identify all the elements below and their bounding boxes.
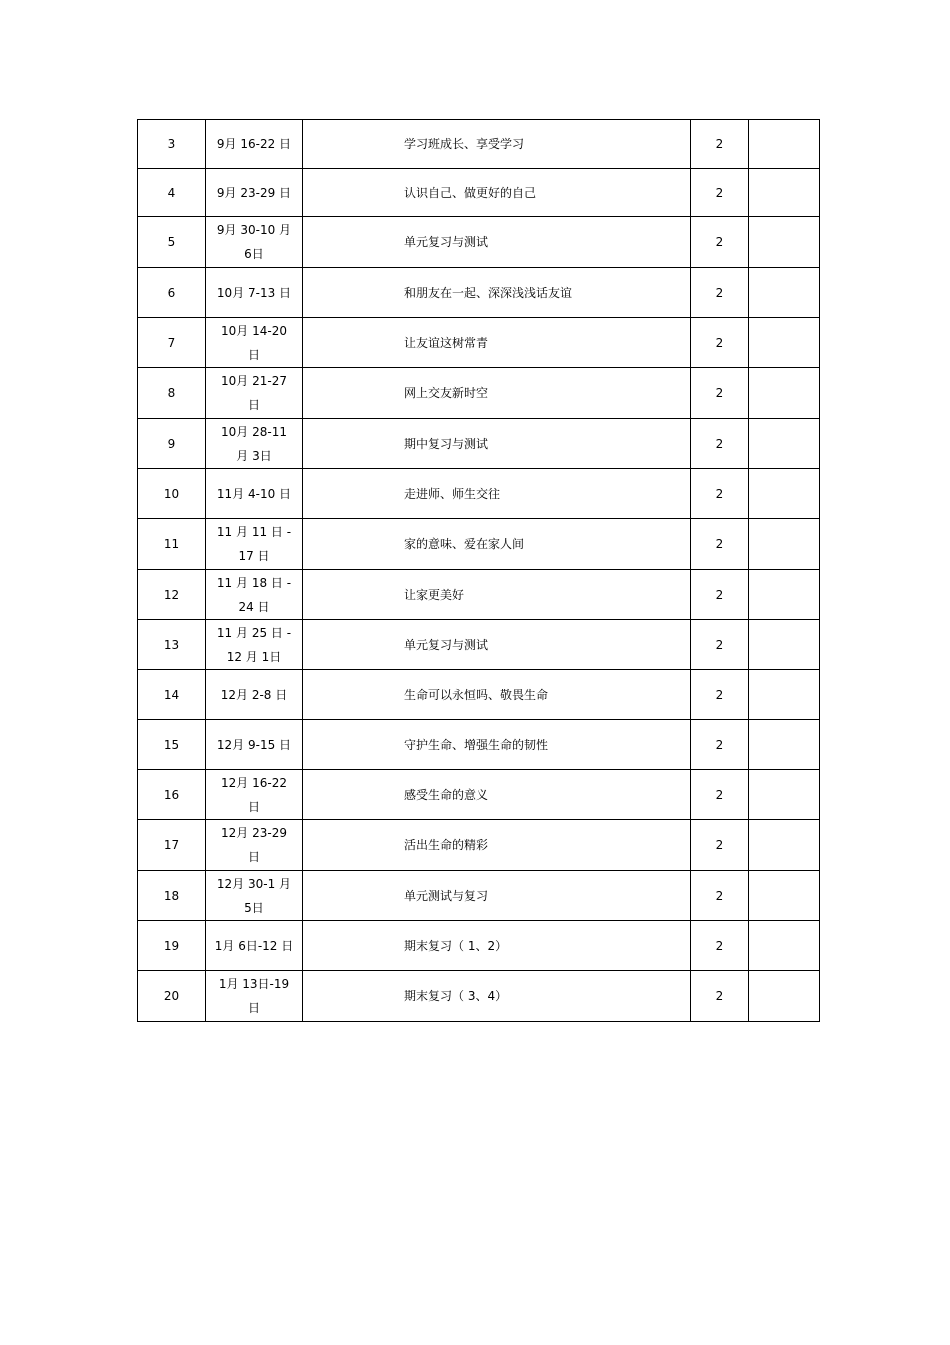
date-range-text: 10月 7-13 日 — [216, 285, 292, 300]
date-range-text: 11 月 25 日 -12 月 1日 — [216, 625, 292, 664]
remarks-cell — [749, 770, 820, 820]
remarks-cell — [749, 620, 820, 670]
remarks-cell — [749, 318, 820, 368]
date-range-cell — [206, 217, 303, 268]
date-range-text: 11 月 18 日 -24 日 — [216, 575, 292, 614]
lesson-topic-cell: 单元测试与复习 — [303, 871, 691, 921]
remarks-cell — [749, 519, 820, 570]
remarks-cell — [749, 670, 820, 720]
remarks-cell — [749, 720, 820, 770]
class-hours-cell: 2 — [691, 670, 749, 720]
date-range-text: 11 月 11 日 -17 日 — [216, 525, 292, 563]
date-range-cell — [206, 519, 303, 570]
class-hours-cell: 2 — [691, 419, 749, 469]
lesson-topic-cell: 单元复习与测试 — [303, 620, 691, 670]
table-row — [138, 620, 820, 670]
lesson-topic-cell: 守护生命、增强生命的韧性 — [303, 720, 691, 770]
table-row — [138, 570, 820, 620]
schedule-body — [138, 120, 820, 1022]
lesson-topic-cell: 感受生命的意义 — [303, 770, 691, 820]
date-range-cell — [206, 770, 303, 820]
lesson-topic-cell: 单元复习与测试 — [303, 217, 691, 268]
table-row — [138, 519, 820, 570]
date-range-text: 1月 6日-12 日 — [214, 938, 294, 953]
table-row — [138, 368, 820, 419]
remarks-cell — [749, 368, 820, 419]
table-row — [138, 820, 820, 871]
date-range-text: 10月 21-27 日 — [221, 374, 287, 412]
remarks-cell — [749, 217, 820, 268]
date-range-cell — [206, 469, 303, 519]
week-number-cell: 20 — [138, 971, 206, 1022]
class-hours-cell: 2 — [691, 921, 749, 971]
week-number-cell: 9 — [138, 419, 206, 469]
table-row — [138, 169, 820, 217]
lesson-topic-cell: 活出生命的精彩 — [303, 820, 691, 871]
date-range-cell — [206, 820, 303, 871]
lesson-topic-cell: 学习班成长、享受学习 — [303, 120, 691, 169]
class-hours-cell: 2 — [691, 720, 749, 770]
class-hours-cell: 2 — [691, 971, 749, 1022]
week-number-cell: 14 — [138, 670, 206, 720]
remarks-cell — [749, 921, 820, 971]
class-hours-cell: 2 — [691, 570, 749, 620]
date-range-text: 12月 30-1 月 5日 — [216, 876, 292, 915]
remarks-cell — [749, 820, 820, 871]
date-range-text: 1月 13日-19 日 — [218, 977, 290, 1015]
remarks-cell — [749, 570, 820, 620]
date-range-text: 9月 30-10 月 6日 — [216, 223, 292, 261]
week-number-cell: 8 — [138, 368, 206, 419]
table-row — [138, 120, 820, 169]
week-number-cell: 12 — [138, 570, 206, 620]
date-range-cell — [206, 268, 303, 318]
remarks-cell — [749, 871, 820, 921]
week-number-cell: 10 — [138, 469, 206, 519]
lesson-topic-cell: 让家更美好 — [303, 570, 691, 620]
lesson-topic-cell: 期末复习（ 3、4） — [303, 971, 691, 1022]
table-row — [138, 770, 820, 820]
date-range-text: 12月 23-29 日 — [221, 826, 287, 864]
week-number-cell: 3 — [138, 120, 206, 169]
date-range-cell — [206, 670, 303, 720]
table-row — [138, 268, 820, 318]
table-row — [138, 871, 820, 921]
class-hours-cell: 2 — [691, 871, 749, 921]
week-number-cell: 19 — [138, 921, 206, 971]
week-number-cell: 6 — [138, 268, 206, 318]
table-row — [138, 971, 820, 1022]
date-range-cell — [206, 620, 303, 670]
week-number-cell: 5 — [138, 217, 206, 268]
lesson-topic-cell: 期末复习（ 1、2） — [303, 921, 691, 971]
date-range-cell — [206, 921, 303, 971]
lesson-topic-cell: 网上交友新时空 — [303, 368, 691, 419]
remarks-cell — [749, 169, 820, 217]
class-hours-cell: 2 — [691, 120, 749, 169]
class-hours-cell: 2 — [691, 770, 749, 820]
lesson-topic-cell: 认识自己、做更好的自己 — [303, 169, 691, 217]
lesson-topic-cell: 走进师、师生交往 — [303, 469, 691, 519]
class-hours-cell: 2 — [691, 268, 749, 318]
table-row — [138, 318, 820, 368]
remarks-cell — [749, 469, 820, 519]
date-range-cell — [206, 871, 303, 921]
week-number-cell: 13 — [138, 620, 206, 670]
lesson-topic-cell: 家的意味、爱在家人间 — [303, 519, 691, 570]
date-range-cell — [206, 120, 303, 169]
table-row — [138, 419, 820, 469]
class-hours-cell: 2 — [691, 368, 749, 419]
date-range-text: 9月 23-29 日 — [216, 185, 292, 200]
week-number-cell: 4 — [138, 169, 206, 217]
date-range-cell — [206, 368, 303, 419]
week-number-cell: 16 — [138, 770, 206, 820]
remarks-cell — [749, 120, 820, 169]
week-number-cell: 7 — [138, 318, 206, 368]
lesson-topic-cell: 生命可以永恒吗、敬畏生命 — [303, 670, 691, 720]
date-range-cell — [206, 570, 303, 620]
table-row — [138, 720, 820, 770]
remarks-cell — [749, 971, 820, 1022]
table-row — [138, 921, 820, 971]
table-row — [138, 670, 820, 720]
week-number-cell: 18 — [138, 871, 206, 921]
lesson-topic-cell: 和朋友在一起、深深浅浅话友谊 — [303, 268, 691, 318]
date-range-cell — [206, 971, 303, 1022]
date-range-text: 11月 4-10 日 — [216, 486, 292, 501]
class-hours-cell: 2 — [691, 169, 749, 217]
week-number-cell: 15 — [138, 720, 206, 770]
date-range-cell — [206, 419, 303, 469]
class-hours-cell: 2 — [691, 469, 749, 519]
remarks-cell — [749, 419, 820, 469]
date-range-cell — [206, 318, 303, 368]
week-number-cell: 11 — [138, 519, 206, 570]
date-range-text: 10月 14-20 日 — [221, 323, 287, 362]
date-range-text: 9月 16-22 日 — [216, 137, 292, 151]
class-hours-cell: 2 — [691, 217, 749, 268]
lesson-topic-cell: 让友谊这树常青 — [303, 318, 691, 368]
date-range-cell — [206, 720, 303, 770]
class-hours-cell: 2 — [691, 519, 749, 570]
date-range-text: 12月 9-15 日 — [216, 737, 292, 752]
table-row — [138, 217, 820, 268]
date-range-text: 10月 28-11 月 3日 — [221, 424, 287, 463]
date-range-text: 12月 16-22 日 — [221, 775, 287, 814]
week-number-cell: 17 — [138, 820, 206, 871]
date-range-text: 12月 2-8 日 — [220, 687, 288, 702]
class-hours-cell: 2 — [691, 820, 749, 871]
schedule-table — [137, 119, 820, 1022]
table-row — [138, 469, 820, 519]
remarks-cell — [749, 268, 820, 318]
class-hours-cell: 2 — [691, 318, 749, 368]
lesson-topic-cell: 期中复习与测试 — [303, 419, 691, 469]
class-hours-cell: 2 — [691, 620, 749, 670]
date-range-cell — [206, 169, 303, 217]
